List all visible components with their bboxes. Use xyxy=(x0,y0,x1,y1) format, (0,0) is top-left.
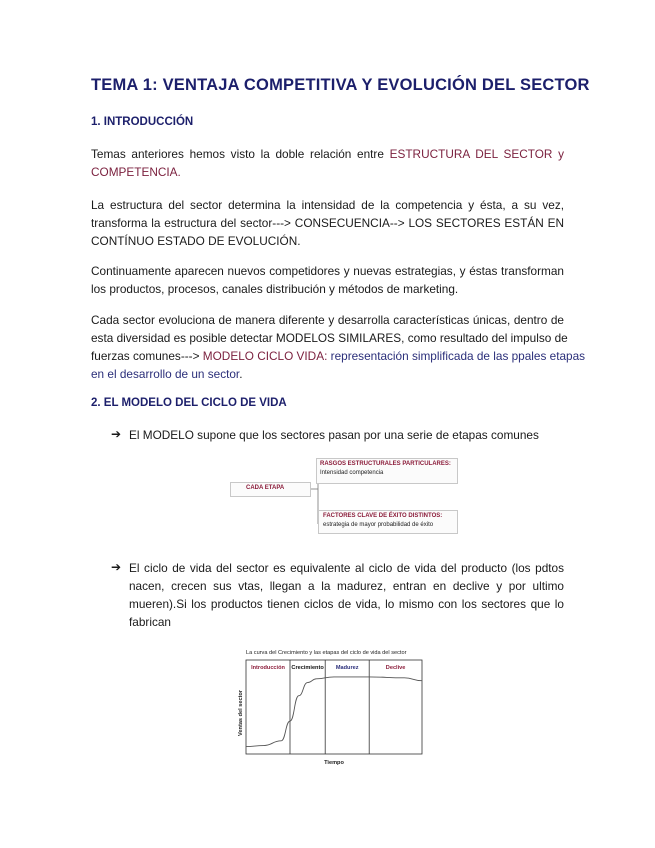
bullet-2-line-2: nacen, crecen sus vtas, llegan a la madurez, entran en declive y por ultimo xyxy=(129,579,564,593)
p1-highlight-estructura: ESTRUCTURA DEL SECTOR y xyxy=(389,147,564,161)
bottom-title: FACTORES CLAVE DE ÉXITO DISTINTOS: xyxy=(323,513,443,519)
bullet-1-text: El MODELO supone que los sectores pasan por una serie de etapas comunes xyxy=(129,428,539,442)
stage-label: Madurez xyxy=(335,665,359,671)
life-cycle-chart xyxy=(234,646,424,770)
bullet-2 xyxy=(129,559,564,631)
x-axis-label: Tiempo xyxy=(324,760,344,766)
top-title: RASGOS ESTRUCTURALES PARTICULARES: xyxy=(320,461,451,467)
bullet-2-line-3: mueren).Si los productos tienen ciclos de vida, lo mismo con los sectores que lo xyxy=(129,597,564,611)
arrow-bullet-icon-2: ➔ xyxy=(111,560,122,574)
p2-line-2: transforma la estructura del sector---> CONSECUENCIA--> LOS SECTORES ESTÁN EN xyxy=(91,216,564,230)
p4-line-1: Cada sector evoluciona de manera diferente y desarrolla características únicas, dentro de xyxy=(91,313,564,327)
bullet-2-line-4: fabrican xyxy=(129,615,171,629)
plot-frame xyxy=(246,660,422,754)
center-label: CADA ETAPA xyxy=(246,485,285,491)
chart-title: La curva del Crecimiento y las etapas del ciclo de vida del sector xyxy=(246,650,407,656)
p4-line-2: esta diversidad es posible detectar MODELOS SIMILARES, como resultado del impulso de xyxy=(91,331,568,345)
arrow-bullet-icon: ➔ xyxy=(111,427,122,441)
paragraph-3 xyxy=(91,262,564,298)
stage-label: Crecimiento xyxy=(291,665,324,671)
stage-label: Introducción xyxy=(251,665,285,671)
p3-line-2: los productos, procesos, canales distribución y métodos de marketing. xyxy=(91,282,459,296)
life-cycle-chart-svg xyxy=(234,646,424,770)
p3-line-1: Continuamente aparecen nuevos competidores y nuevas estrategias, y éstas transforman xyxy=(91,264,564,278)
p2-line-3: CONTÍNUO ESTADO DE EVOLUCIÓN. xyxy=(91,234,301,248)
p4-line-3-text: fuerzas comunes---> xyxy=(91,349,200,363)
p1-text: Temas anteriores hemos visto la doble relación entre xyxy=(91,147,384,161)
y-axis-label: Ventas del sector xyxy=(238,689,244,737)
bottom-subtitle: estrategia de mayor probabilidad de éxito xyxy=(323,522,434,528)
section-heading-introduccion: 1. INTRODUCCIÓN xyxy=(91,116,194,128)
paragraph-1 xyxy=(91,145,564,181)
paragraph-2 xyxy=(91,196,564,250)
bullet-2-line-1: El ciclo de vida del sector es equivalente al ciclo de vida del producto (los pdtos xyxy=(129,561,564,575)
top-subtitle: Intensidad competencia xyxy=(320,470,384,476)
p4-highlight-representacion: representación simplificada de las ppales etapas xyxy=(330,349,586,363)
page-title: TEMA 1: VENTAJA COMPETITIVA Y EVOLUCIÓN DEL SECTOR xyxy=(91,76,590,94)
p4-highlight-modelo: MODELO CICLO VIDA: xyxy=(202,349,328,363)
p4-period: . xyxy=(239,367,243,381)
bullet-1 xyxy=(129,426,564,444)
etapa-diagram xyxy=(230,458,460,534)
p1-highlight-competencia: COMPETENCIA. xyxy=(91,165,181,179)
paragraph-4 xyxy=(91,311,586,383)
stage-label: Declive xyxy=(385,665,406,671)
p2-line-1: La estructura del sector determina la intensidad de la competencia y ésta, a su vez, xyxy=(91,198,564,212)
section-heading-ciclo-vida: 2. EL MODELO DEL CICLO DE VIDA xyxy=(91,397,287,409)
p4-highlight-desarrollo: en el desarrollo de un sector xyxy=(91,367,240,381)
